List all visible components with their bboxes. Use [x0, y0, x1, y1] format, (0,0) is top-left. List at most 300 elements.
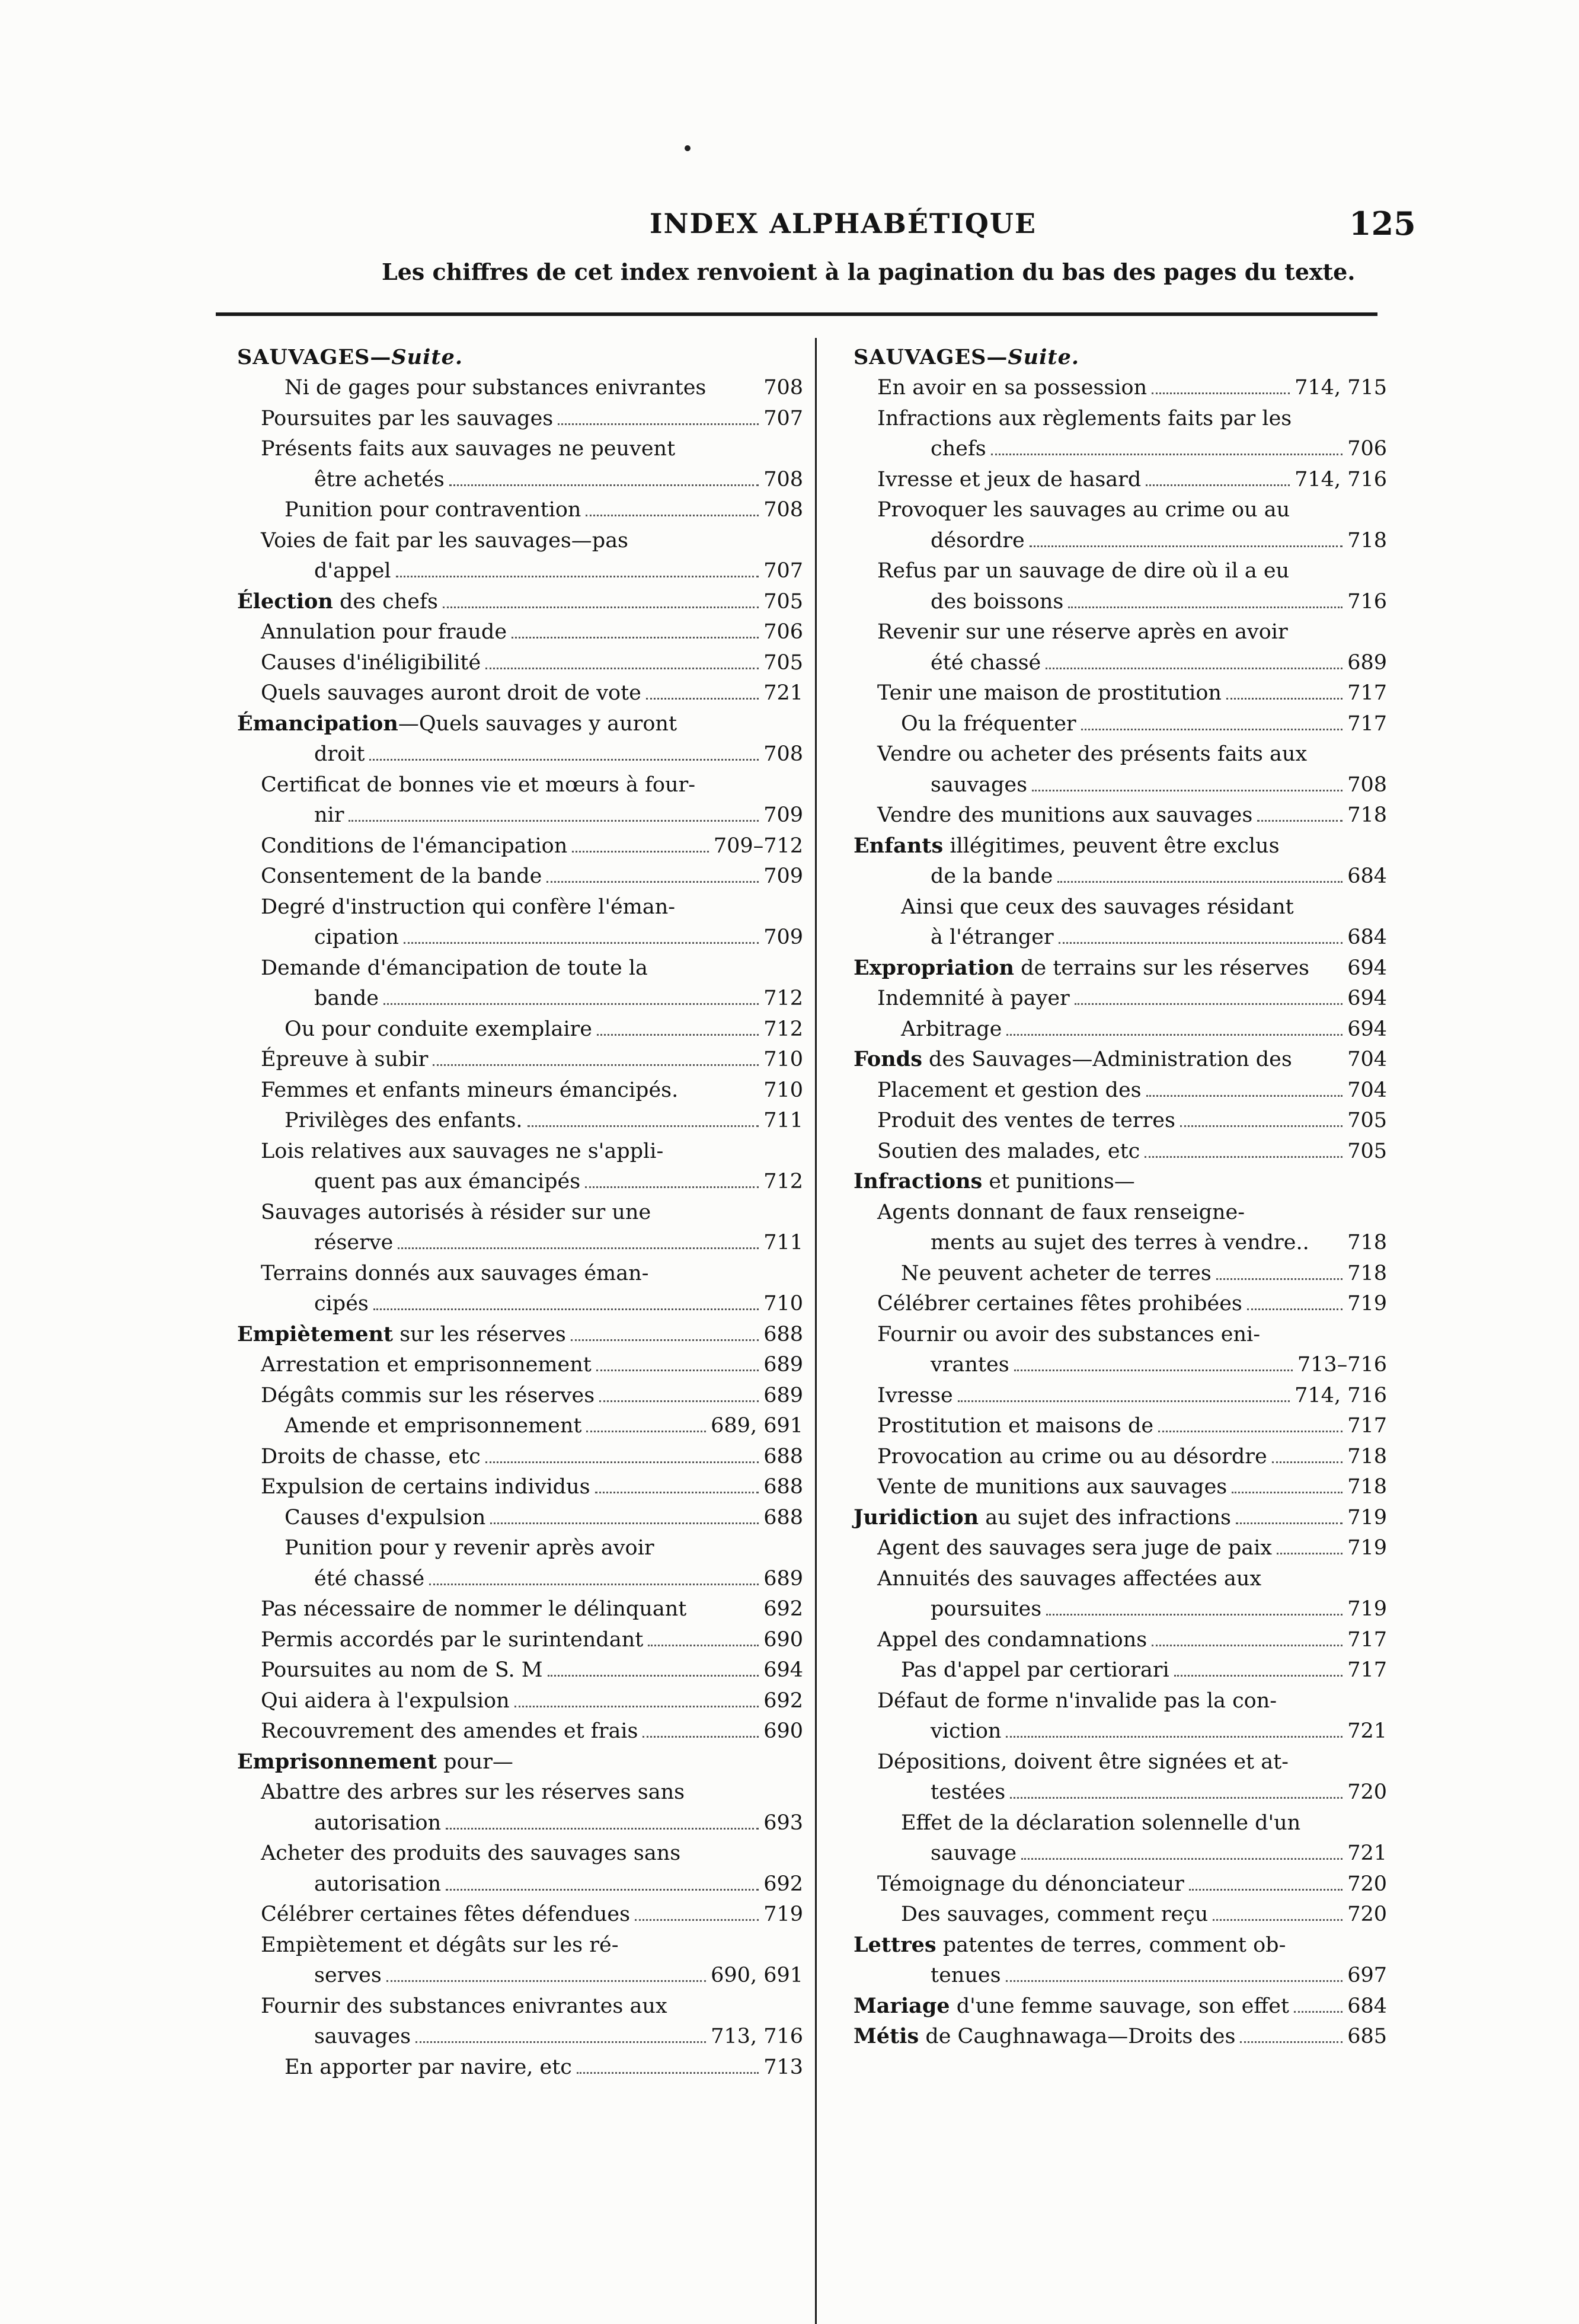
entry-text: quent pas aux émancipés: [314, 1170, 581, 1193]
entry-text: Empiètement sur les réserves: [237, 1321, 566, 1346]
index-entry: [854, 1103, 1387, 1134]
index-entry: [237, 1744, 803, 1774]
page-reference: 713–716: [1297, 1353, 1387, 1377]
page-reference: 689: [1347, 650, 1387, 675]
page-reference: 713, 716: [711, 2025, 803, 2048]
index-entry: [237, 1347, 803, 1378]
page-reference: 688: [763, 1322, 803, 1346]
leader-dots: [383, 1003, 759, 1005]
entry-text: Lois relatives aux sauvages ne s'appli-: [261, 1139, 664, 1163]
index-entry: [854, 1958, 1387, 1988]
entry-text: Voies de fait par les sauvages—pas: [261, 528, 629, 553]
index-entry: [237, 675, 803, 706]
entry-text: Ivresse: [877, 1383, 953, 1407]
index-entry: [854, 1377, 1387, 1408]
page-reference: 721: [1347, 1841, 1387, 1865]
page-reference: 708: [1347, 772, 1387, 797]
index-entry: [237, 614, 803, 645]
page-reference: 714, 715: [1294, 376, 1387, 400]
entry-text: Infractions aux règlements faits par les: [877, 406, 1292, 430]
leader-dots: [691, 1615, 759, 1616]
leader-dots: [1152, 392, 1290, 394]
leader-dots: [1152, 1644, 1343, 1646]
page-reference: 718: [1347, 1475, 1387, 1499]
entry-keyword: Lettres: [854, 1932, 936, 1957]
leader-dots: [490, 1522, 759, 1524]
entry-text: Émancipation—Quels sauvages y auront: [237, 711, 677, 736]
leader-dots: [429, 1583, 759, 1585]
index-entry: [237, 1560, 803, 1591]
index-entry: [237, 1225, 803, 1256]
page-reference: 714, 716: [1294, 1383, 1387, 1407]
page-reference: 713: [763, 2055, 803, 2079]
index-entry: [854, 889, 1387, 920]
index-entry: [854, 1255, 1387, 1286]
entry-keyword: Empiètement: [237, 1321, 394, 1346]
index-entry: [854, 1713, 1387, 1744]
index-entry: [854, 1621, 1387, 1652]
index-entry: [237, 1011, 803, 1042]
page-reference: 705: [1347, 1139, 1387, 1163]
leader-dots: [1299, 913, 1349, 914]
leader-dots: [1189, 1888, 1343, 1891]
page-reference: 712: [763, 1170, 803, 1193]
header-rule: [216, 312, 1377, 316]
leader-dots: [1068, 606, 1343, 608]
leader-dots: [1059, 941, 1343, 944]
leader-dots: [1057, 880, 1343, 883]
index-entry: [854, 1805, 1387, 1835]
page-reference: 720: [1347, 1902, 1387, 1926]
leader-dots: [373, 1308, 759, 1310]
leader-dots: [572, 850, 709, 853]
entry-text: Quels sauvages auront droit de vote: [261, 681, 641, 705]
index-entry: [237, 1621, 803, 1652]
entry-text: été chassé: [314, 1566, 425, 1591]
index-entry: [237, 370, 803, 401]
leader-dots: [1006, 1033, 1343, 1036]
index-entry: [854, 370, 1387, 401]
index-entry: [237, 1713, 803, 1744]
index-entry: [237, 920, 803, 950]
leader-dots: [1240, 2041, 1343, 2043]
index-entry: [854, 1408, 1387, 1439]
entry-text: d'appel: [314, 559, 391, 583]
leader-dots: [1046, 1613, 1343, 1616]
index-note: Les chiffres de cet index renvoient à la pagination du bas des pages du texte.: [382, 258, 1356, 285]
entry-text: Ivresse et jeux de hasard: [877, 467, 1142, 491]
entry-keyword: Fonds: [854, 1047, 922, 1071]
index-entry: [854, 858, 1387, 889]
leader-dots: [349, 819, 759, 822]
entry-text: sauvage: [931, 1841, 1017, 1865]
page-reference: 717: [1347, 1627, 1387, 1652]
index-entry: [854, 1042, 1387, 1072]
right-column: [854, 339, 1387, 2049]
page-reference: 711: [763, 1231, 803, 1254]
column-divider: [815, 338, 817, 2324]
index-entry: [854, 1866, 1387, 1897]
leader-dots: [398, 1247, 759, 1249]
entry-text: Ne peuvent acheter de terres: [901, 1261, 1212, 1285]
ink-dot: [685, 145, 691, 151]
leader-dots: [512, 636, 759, 639]
entry-text: Ainsi que ceux des sauvages résidant: [901, 895, 1294, 919]
column-heading: SAUVAGES—Suite.: [237, 344, 464, 369]
index-entry: [237, 461, 803, 492]
leader-dots: [1265, 1340, 1349, 1341]
leader-dots: [643, 1735, 759, 1738]
index-entry: [237, 950, 803, 981]
entry-text: Degré d'instruction qui confère l'éman-: [261, 895, 676, 919]
index-entry: [854, 675, 1387, 706]
entry-text: Punition pour contravention: [285, 498, 581, 522]
entry-text: Célébrer certaines fêtes défendues: [261, 1902, 631, 1926]
page-reference: 721: [763, 681, 803, 705]
entry-text: Qui aidera à l'expulsion: [261, 1688, 510, 1713]
entry-text: Mariage d'une femme sauvage, son effet: [854, 1993, 1289, 2018]
page-reference: 704: [1347, 1078, 1387, 1102]
page-reference: 685: [1347, 2025, 1387, 2048]
leader-dots: [446, 1827, 759, 1830]
index-entry: [854, 1469, 1387, 1500]
entry-text: cipation: [314, 925, 399, 949]
entry-text: Présents faits aux sauvages ne peuvent: [261, 437, 676, 461]
leader-dots: [1213, 1918, 1343, 1921]
index-entry: [237, 1927, 803, 1958]
page-reference: 707: [763, 406, 803, 430]
leader-dots: [571, 1339, 759, 1341]
entry-text: Punition pour y revenir après avoir: [285, 1536, 654, 1560]
entry-text: Élection des chefs: [237, 589, 438, 614]
leader-dots: [1032, 789, 1343, 791]
page-reference: 708: [763, 742, 803, 766]
leader-dots: [577, 2071, 759, 2074]
entry-text: Produit des ventes de terres: [877, 1109, 1175, 1132]
index-entry: [237, 553, 803, 584]
index-entry: [237, 583, 803, 614]
page-reference: 694: [1347, 1017, 1387, 1041]
entry-text: Ni de gages pour substances enivrantes: [285, 376, 707, 400]
leader-dots: [586, 514, 759, 516]
left-column: [237, 339, 803, 2080]
entry-text: Défaut de forme n'invalide pas la con-: [877, 1688, 1277, 1713]
entry-text: Poursuites par les sauvages: [261, 406, 554, 430]
entry-text: Fonds des Sauvages—Administration des: [854, 1047, 1292, 1071]
index-entry: [237, 1835, 803, 1866]
entry-text: Femmes et enfants mineurs émancipés.: [261, 1078, 679, 1102]
entry-text: testées: [931, 1780, 1006, 1804]
entry-text: Acheter des produits des sauvages sans: [261, 1841, 681, 1865]
index-entry: [854, 522, 1387, 553]
page-reference: 688: [763, 1505, 803, 1530]
page-reference: 688: [763, 1444, 803, 1469]
entry-text: Soutien des malades, etc: [877, 1139, 1140, 1163]
page-reference: 716: [1347, 589, 1387, 614]
entry-text: Vendre ou acheter des présents faits aux: [877, 742, 1308, 766]
index-entry: [854, 1835, 1387, 1866]
index-entry: [854, 1988, 1387, 2019]
column-heading: SAUVAGES—Suite.: [854, 344, 1080, 369]
index-entry: [237, 522, 803, 553]
entry-text: désordre: [931, 528, 1025, 553]
entry-text: Causes d'inéligibilité: [261, 650, 481, 675]
index-entry: [854, 1011, 1387, 1042]
index-entry: [854, 767, 1387, 797]
page-reference: 712: [763, 1017, 803, 1041]
entry-keyword: Émancipation: [237, 711, 398, 736]
leader-dots: [1014, 1369, 1293, 1371]
index-entry: [854, 1347, 1387, 1378]
entry-text: Juridiction au sujet des infractions: [854, 1505, 1231, 1530]
entry-text: Tenir une maison de prostitution: [877, 681, 1222, 705]
leader-dots: [1257, 819, 1343, 822]
leader-dots: [685, 1859, 765, 1860]
entry-text: nir: [314, 803, 344, 827]
leader-dots: [656, 1218, 765, 1219]
leader-dots: [485, 1461, 759, 1463]
index-entry: [237, 1499, 803, 1530]
entry-text: autorisation: [314, 1872, 442, 1896]
entry-text: de la bande: [931, 864, 1053, 888]
entry-text: été chassé: [931, 650, 1041, 675]
index-entry: [237, 981, 803, 1011]
index-entry: [237, 1103, 803, 1134]
entry-text: réserve: [314, 1231, 394, 1254]
page-reference: 718: [1347, 1444, 1387, 1469]
index-entry: [854, 400, 1387, 431]
index-entry: [854, 1774, 1387, 1805]
index-entry: [237, 1072, 803, 1103]
index-entry: [854, 1194, 1387, 1225]
index-entry: [237, 1530, 803, 1561]
leader-dots: [1006, 1980, 1343, 1982]
leader-dots: [585, 1186, 759, 1188]
index-entry: [237, 2019, 803, 2050]
index-entry: [237, 1042, 803, 1072]
leader-dots: [415, 2041, 706, 2043]
page-reference: 718: [1347, 528, 1387, 553]
index-entry: [237, 1897, 803, 1927]
index-entry: [237, 492, 803, 523]
leader-dots: [958, 1400, 1290, 1402]
leader-dots: [485, 667, 759, 669]
entry-text: Effet de la déclaration solennelle d'un: [901, 1811, 1301, 1835]
page-reference: 719: [1347, 1536, 1387, 1560]
page-reference: 705: [763, 589, 803, 614]
leader-dots: [1305, 1829, 1349, 1830]
leader-dots: [1247, 1308, 1343, 1310]
page-reference: 717: [1347, 1414, 1387, 1438]
leader-dots: [1312, 760, 1349, 761]
entry-text: Infractions et punitions—: [854, 1169, 1135, 1193]
page-reference: 690: [763, 1627, 803, 1652]
index-entry: [237, 1866, 803, 1897]
page-reference: 706: [1347, 437, 1387, 461]
entry-keyword: Expropriation: [854, 955, 1014, 980]
page-reference: 693: [763, 1811, 803, 1835]
entry-text: chefs: [931, 437, 986, 461]
entry-text: Abattre des arbres sur les réserves sans: [261, 1780, 685, 1804]
entry-text: Empiètement et dégâts sur les ré-: [261, 1933, 619, 1957]
entry-text: Arrestation et emprisonnement: [261, 1353, 592, 1377]
index-entry: [237, 1164, 803, 1195]
leader-dots: [680, 913, 765, 914]
entry-text: Provocation au crime ou au désordre: [877, 1444, 1267, 1469]
index-entry: [237, 858, 803, 889]
index-entry: [237, 1194, 803, 1225]
page-reference: 689: [763, 1353, 803, 1377]
entry-keyword: Emprisonnement: [237, 1749, 437, 1774]
entry-text: Provoquer les sauvages au crime ou au: [877, 498, 1290, 522]
index-entry: [237, 1469, 803, 1500]
index-entry: [237, 1438, 803, 1469]
entry-text: En avoir en sa possession: [877, 376, 1148, 400]
leader-dots: [1216, 1278, 1343, 1280]
entry-keyword: Enfants: [854, 833, 944, 858]
entry-text: ments au sujet des terres à vendre..: [931, 1231, 1309, 1254]
entry-text: Dépositions, doivent être signées et at-: [877, 1750, 1289, 1774]
page-reference: 720: [1347, 1780, 1387, 1804]
page-reference: 684: [1347, 1994, 1387, 2018]
leader-dots: [1140, 1187, 1349, 1188]
page-reference: 710: [763, 1048, 803, 1071]
page-reference: 706: [763, 620, 803, 644]
page-title: INDEX ALPHABÉTIQUE: [650, 208, 1037, 240]
page-reference: 690: [763, 1719, 803, 1743]
leader-dots: [1081, 728, 1343, 730]
page-reference: 689, 691: [711, 1414, 803, 1438]
index-entry: [854, 1133, 1387, 1164]
entry-text: Célébrer certaines fêtes prohibées: [877, 1292, 1242, 1316]
leader-dots: [433, 1064, 759, 1066]
index-entry: [854, 1652, 1387, 1683]
leader-dots: [597, 1033, 759, 1036]
page-reference: 710: [763, 1292, 803, 1316]
leader-dots: [1272, 1461, 1343, 1463]
index-entry: [854, 644, 1387, 675]
entry-text: être achetés: [314, 467, 445, 491]
entry-text: Conditions de l'émancipation: [261, 834, 568, 858]
entry-text: Sauvages autorisés à résider sur une: [261, 1200, 651, 1224]
entry-text: Placement et gestion des: [877, 1078, 1142, 1102]
index-entry: [854, 706, 1387, 736]
leader-dots: [1174, 1674, 1343, 1677]
leader-dots: [672, 2012, 765, 2013]
page-reference: 684: [1347, 864, 1387, 888]
entry-text: Épreuve à subir: [261, 1048, 429, 1071]
page-reference: 704: [1347, 1048, 1387, 1071]
index-entry: [237, 1958, 803, 1988]
index-entry: [237, 644, 803, 675]
leader-dots: [546, 880, 759, 883]
index-entry: [237, 1774, 803, 1805]
page-reference: 711: [763, 1109, 803, 1132]
index-entry: [237, 431, 803, 462]
index-entry: [854, 736, 1387, 767]
leader-dots: [689, 1798, 765, 1799]
page-reference: 719: [1347, 1597, 1387, 1621]
page-reference: 684: [1347, 925, 1387, 949]
page-reference: 697: [1347, 1964, 1387, 1987]
page-reference: 717: [1347, 681, 1387, 705]
page-reference: 719: [1347, 1292, 1387, 1316]
leader-dots: [1314, 974, 1343, 975]
entry-text: Ou pour conduite exemplaire: [285, 1017, 592, 1041]
entry-text: Permis accordés par le surintendant: [261, 1627, 644, 1652]
entry-text: Agents donnant de faux renseigne-: [877, 1200, 1245, 1224]
leader-dots: [548, 1674, 759, 1677]
index-entry: [854, 2019, 1387, 2050]
page-reference: 719: [763, 1902, 803, 1926]
leader-dots: [514, 1705, 759, 1707]
index-entry: [854, 797, 1387, 828]
page-reference: 720: [1347, 1872, 1387, 1896]
page-reference: 710: [763, 1078, 803, 1102]
index-entry: [237, 1683, 803, 1713]
entry-text: à l'étranger: [931, 925, 1054, 949]
entry-text: Des sauvages, comment reçu: [901, 1902, 1209, 1926]
leader-dots: [1236, 1522, 1343, 1524]
leader-dots: [449, 484, 759, 486]
index-entry: [854, 828, 1387, 858]
entry-text: Lettres patentes de terres, comment ob-: [854, 1932, 1286, 1957]
index-entry: [237, 1255, 803, 1286]
entry-text: Expropriation de terrains sur les réserves: [854, 955, 1309, 980]
leader-dots: [1226, 697, 1343, 700]
leader-dots: [596, 1369, 759, 1371]
index-entry: [854, 1225, 1387, 1256]
page-reference: 692: [763, 1872, 803, 1896]
index-entry: [854, 492, 1387, 523]
leader-dots: [1146, 1094, 1343, 1097]
page-reference: 721: [1347, 1719, 1387, 1743]
leader-dots: [683, 1096, 759, 1097]
leader-dots: [1180, 1125, 1343, 1127]
leader-dots: [1277, 1552, 1343, 1554]
entry-text: Expulsion de certains individus: [261, 1475, 590, 1499]
entry-text: Ou la fréquenter: [901, 711, 1076, 736]
leader-dots: [558, 423, 759, 425]
leader-dots: [1046, 667, 1343, 669]
index-entry: [854, 1560, 1387, 1591]
entry-text: tenues: [931, 1964, 1001, 1987]
index-entry: [237, 767, 803, 797]
leader-dots: [1293, 638, 1349, 639]
leader-dots: [1290, 1951, 1349, 1952]
leader-dots: [1021, 1857, 1343, 1860]
entry-text: Revenir sur une réserve après en avoir: [877, 620, 1288, 644]
page-reference: 718: [1347, 1261, 1387, 1285]
page-reference: 707: [763, 559, 803, 583]
entry-text: Amende et emprisonnement: [285, 1414, 582, 1438]
entry-keyword: Juridiction: [854, 1505, 979, 1530]
index-entry: [237, 1988, 803, 2019]
page-reference: 717: [1347, 711, 1387, 736]
index-entry: [854, 950, 1387, 981]
leader-dots: [1284, 852, 1349, 853]
entry-text: bande: [314, 987, 379, 1010]
entry-text: des boissons: [931, 589, 1064, 614]
page-reference: 705: [763, 650, 803, 675]
page-reference: 708: [763, 498, 803, 522]
entry-text: Témoignage du dénonciateur: [877, 1872, 1184, 1896]
index-entry: [237, 1652, 803, 1683]
page-reference: 709: [763, 864, 803, 888]
entry-text: Recouvrement des amendes et frais: [261, 1719, 638, 1743]
page-reference: 690, 691: [711, 1964, 803, 1987]
page-reference: 689: [763, 1566, 803, 1591]
